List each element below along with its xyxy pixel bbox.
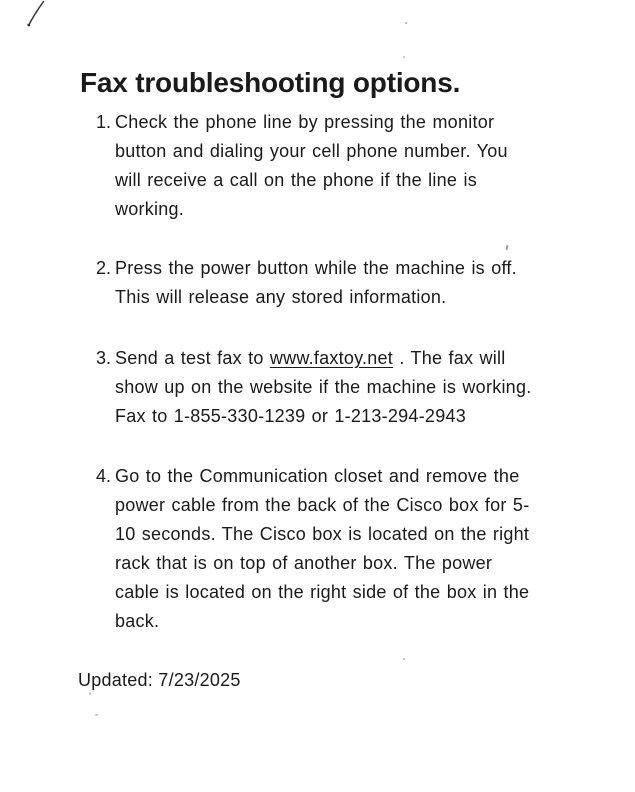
list-item-1 (96, 108, 508, 224)
item-line: Check the phone line by pressing the monitor (115, 112, 495, 132)
item-line: working. (115, 199, 185, 219)
updated-date: Updated: 7/23/2025 (78, 670, 241, 690)
list-item-3 (96, 344, 531, 431)
item-number: 1. (96, 112, 112, 132)
item-number: 3. (96, 348, 112, 368)
item-line-text: Send a test fax to (115, 348, 270, 368)
scan-speck (506, 245, 509, 250)
item-line: cable is located on the right side of the box in the (115, 582, 530, 602)
item-line: This will release any stored information. (115, 287, 447, 307)
scan-speck (405, 22, 407, 24)
list-item-4 (96, 462, 529, 636)
item-line: button and dialing your cell phone number. You (115, 141, 508, 161)
item-line (115, 344, 531, 373)
list-item-2 (96, 254, 517, 312)
item-line-text: . The fax will (393, 348, 506, 368)
item-number: 4. (96, 466, 112, 486)
item-line: power cable from the back of the Cisco box for 5- (115, 495, 530, 515)
item-line: 10 seconds. The Cisco box is located on the right (115, 524, 530, 544)
scan-speck (403, 56, 405, 58)
scan-speck (403, 658, 405, 660)
faxtoy-link: www.faxtoy.net (269, 348, 394, 368)
item-line: back. (115, 611, 160, 631)
page-title: Fax troubleshooting options. (80, 67, 461, 98)
item-line: Press the power button while the machine is off. (115, 258, 517, 278)
item-line: show up on the website if the machine is working. (115, 377, 532, 397)
item-line: rack that is on top of another box. The power (115, 553, 493, 573)
scan-speck (95, 714, 98, 716)
pen-slash-mark (0, 0, 60, 32)
item-line: will receive a call on the phone if the line is (115, 170, 477, 190)
item-line: Fax to 1-855-330-1239 or 1-213-294-2943 (115, 406, 466, 426)
item-line: Go to the Communication closet and remove the (115, 466, 520, 486)
item-number: 2. (96, 258, 112, 278)
